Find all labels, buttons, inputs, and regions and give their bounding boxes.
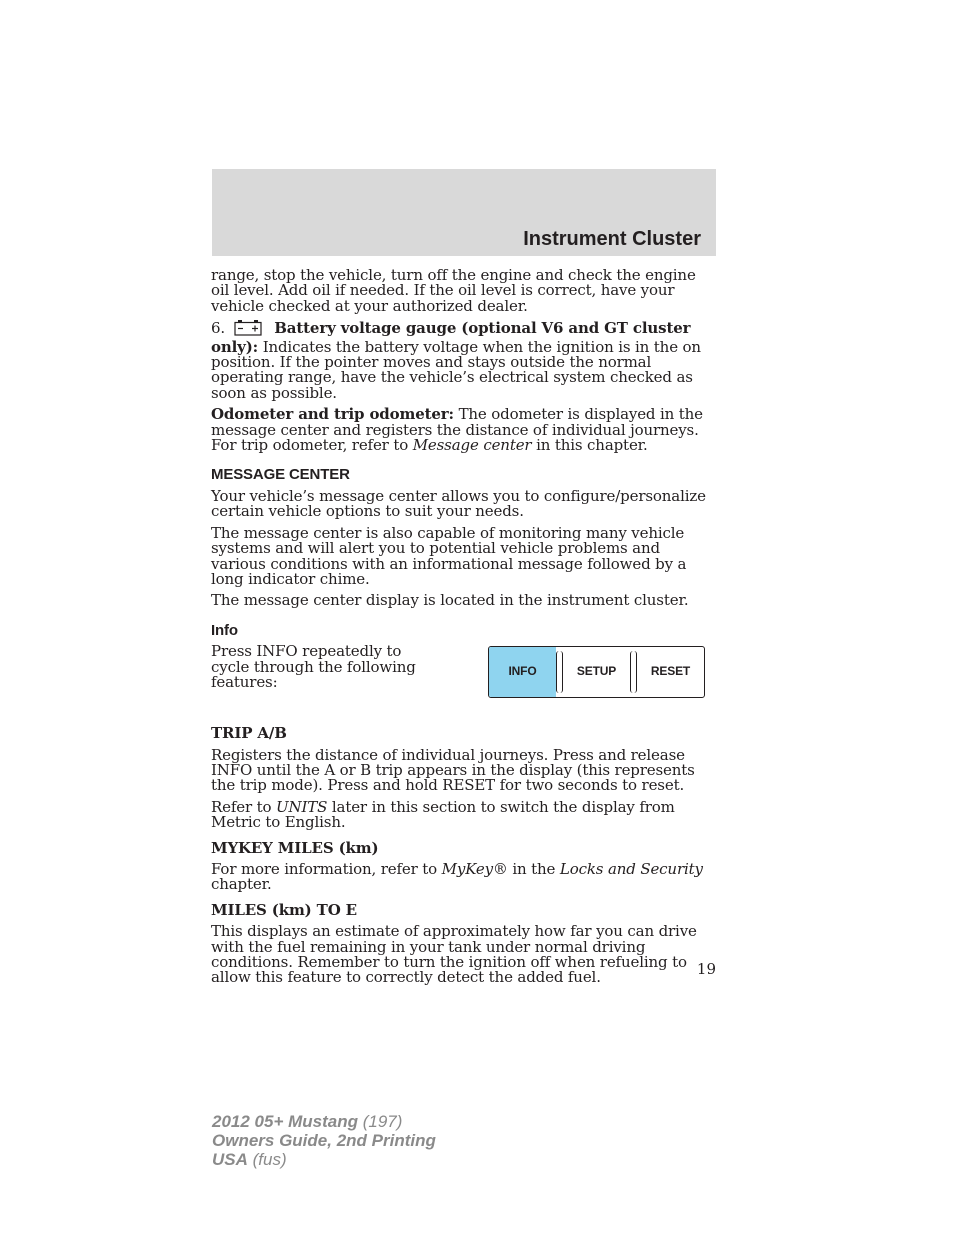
mykey-text-mid: in the: [512, 859, 556, 878]
odometer-paragraph: [211, 407, 718, 453]
message-center-p1: Your vehicle’s message center allows you to configure/personalize certain vehicle options to suit your needs.: [211, 486, 706, 521]
info-button: INFO: [489, 647, 556, 697]
footer-line-2: [212, 1131, 436, 1150]
mykey-text: For more information, refer to: [211, 859, 438, 878]
footer: [212, 1112, 436, 1169]
mykey-text-end: chapter.: [211, 875, 272, 894]
setup-button: SETUP: [576, 664, 617, 679]
info-heading: Info: [211, 621, 238, 639]
units-ref: UNITS: [276, 797, 328, 816]
page-content: [211, 268, 718, 992]
trip-p2-text: Refer to: [211, 797, 272, 816]
trip-p2-text-end: later in this section to switch the display from Metric to English.: [211, 797, 675, 832]
oil-continuation: range, stop the vehicle, turn off the engine and check the engine oil level. Add oil if needed. If the oil level is correct, have your vehicle checked at your authorized dealer.: [211, 266, 696, 315]
odometer-heading: Odometer and trip odometer:: [211, 405, 454, 424]
info-row: [211, 644, 718, 716]
footer-market-code: (fus): [252, 1150, 287, 1169]
footer-code: (197): [362, 1112, 403, 1131]
miles-to-e-paragraph: This displays an estimate of approximately how far you can drive with the fuel remaining in your tank under normal driving conditions. Remember to turn the ignition off when refueling to allow this feature to correctly detect the added fuel.: [211, 922, 697, 987]
battery-paragraph: [211, 320, 718, 401]
message-center-buttons: [488, 646, 705, 698]
odometer-text-end: in this chapter.: [536, 436, 648, 455]
message-center-ref: Message center: [412, 436, 532, 455]
message-center-heading: MESSAGE CENTER: [211, 466, 350, 484]
trip-heading: TRIP A/B: [211, 724, 287, 743]
footer-line-3: [212, 1150, 436, 1169]
battery-text: Indicates the battery voltage when the ignition is in the on position. If the pointer moves and stays outside the normal operating range, have the vehicle’s electrical system checked as soon as possible.: [211, 337, 701, 402]
chapter-header: [212, 169, 716, 256]
page-number: 19: [696, 960, 716, 978]
footer-model: 2012 05+ Mustang: [212, 1112, 358, 1131]
mykey-heading: MYKEY MILES (km): [211, 838, 379, 857]
trip-p1: Registers the distance of individual journeys. Press and release INFO until the A or B trip appears in the display (this represents the trip mode). Press and hold RESET for two seconds to reset.: [211, 745, 695, 795]
footer-market: USA: [212, 1150, 248, 1169]
footer-guide: Owners Guide, 2nd Printing: [212, 1131, 436, 1150]
footer-line-1: [212, 1112, 436, 1131]
mykey-ref: MyKey®: [441, 859, 508, 878]
message-center-p3: The message center display is located in the instrument cluster.: [211, 591, 689, 610]
miles-to-e-heading: MILES (km) TO E: [211, 900, 357, 919]
odometer-text: The odometer is displayed in the message center and registers the distance of individual journeys. For trip odometer, refer to: [211, 405, 703, 455]
button-divider: [630, 651, 637, 693]
battery-heading: Battery voltage gauge (optional V6 and GT cluster only):: [211, 319, 691, 356]
chapter-title: Instrument Cluster: [523, 228, 701, 250]
info-text: Press INFO repeatedly to cycle through the following features:: [211, 642, 416, 691]
trip-p2: [211, 797, 718, 832]
reset-button: RESET: [650, 664, 691, 679]
locks-security-ref: Locks and Security: [559, 859, 703, 878]
mykey-paragraph: [211, 859, 718, 894]
item-number: 6.: [211, 319, 226, 338]
button-divider: [556, 651, 563, 693]
message-center-p2: The message center is also capable of monitoring many vehicle systems and will alert you to potential vehicle problems and various conditions with an informational message followed by a long indicator chime.: [211, 523, 687, 588]
